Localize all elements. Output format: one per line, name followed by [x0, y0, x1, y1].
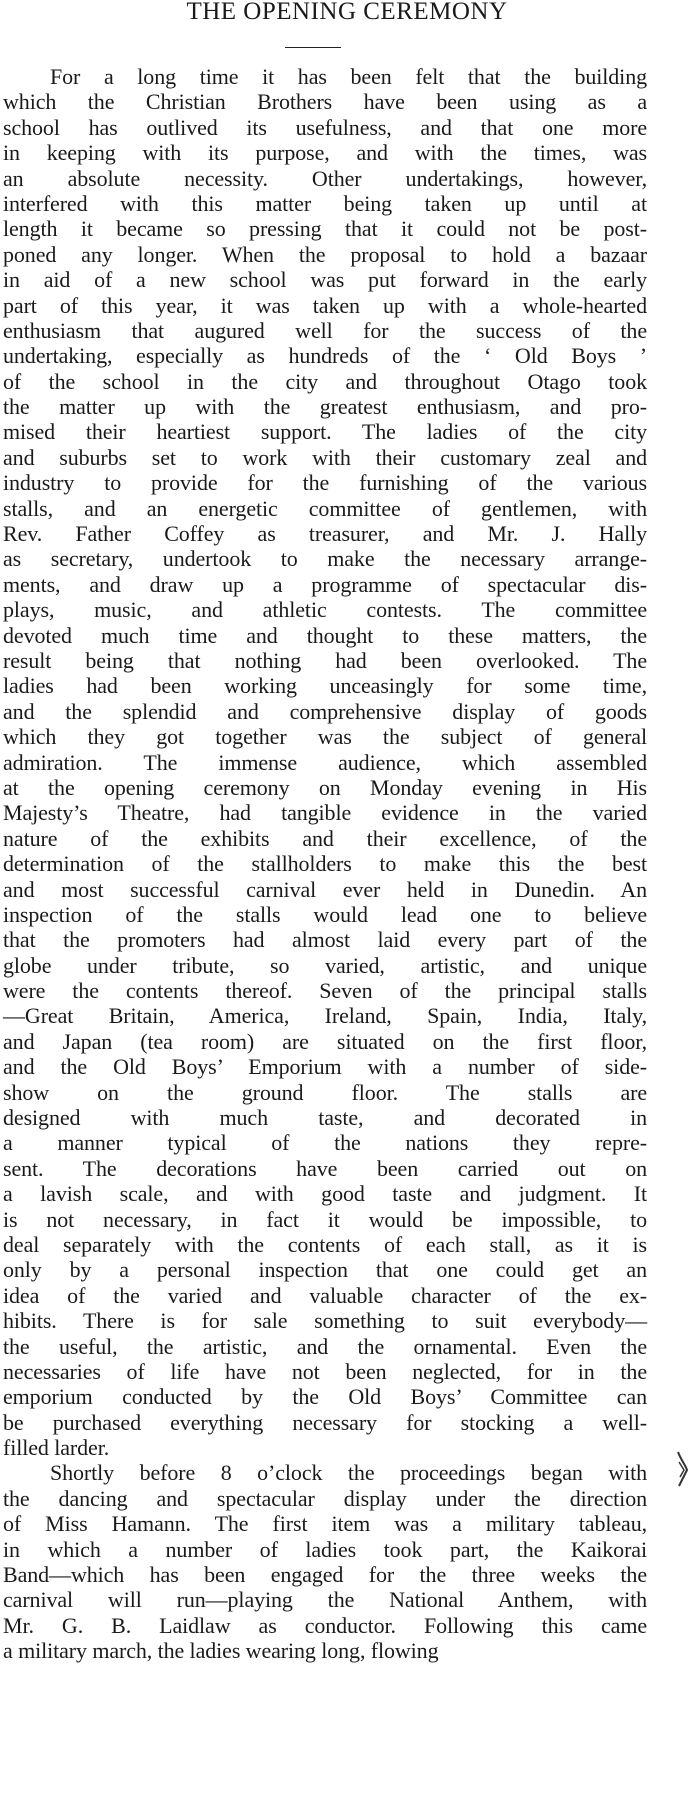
text-line: show on the ground floor. The stalls are — [3, 1079, 647, 1105]
text-line: globe under tribute, so varied, artistic, and unique — [3, 952, 647, 978]
text-line: ments, and draw up a programme of spectacular dis- — [3, 571, 647, 597]
text-line: Band—which has been engaged for the three weeks the — [3, 1562, 647, 1588]
text-line: and most successful carnival ever held in Dunedin. An — [3, 876, 647, 902]
text-line: be purchased everything necessary for stocking a well- — [3, 1409, 647, 1435]
text-line: devoted much time and thought to these matters, the — [3, 622, 647, 648]
text-line: in which a number of ladies took part, the Kaikorai — [3, 1536, 647, 1562]
margin-ink-mark — [675, 1450, 689, 1488]
text-line: hibits. There is for sale something to suit everybody— — [3, 1308, 647, 1334]
text-line: filled larder. — [3, 1435, 110, 1461]
text-line: For a long time it has been felt that the building — [50, 64, 647, 89]
text-line: —Great Britain, America, Ireland, Spain, India, Italy, — [3, 1003, 647, 1029]
article-title: THE OPENING CEREMONY — [186, 0, 508, 25]
text-line: a lavish scale, and with good taste and judgment. It — [3, 1181, 647, 1207]
text-line: which the Christian Brothers have been using as a — [3, 89, 647, 115]
text-line: poned any longer. When the proposal to hold a bazaar — [3, 241, 647, 267]
text-line: in aid of a new school was put forward in the early — [3, 267, 647, 293]
text-line: and the splendid and comprehensive display of goods — [3, 698, 647, 724]
text-line: a manner typical of the nations they repre- — [3, 1130, 647, 1156]
text-line: part of this year, it was taken up with a whole-hearted — [3, 292, 647, 318]
text-line: in keeping with its purpose, and with the times, was — [3, 140, 647, 166]
text-line: were the contents thereof. Seven of the principal stalls — [3, 978, 647, 1004]
paragraph-2 — [3, 1460, 647, 1663]
text-line: admiration. The immense audience, which assembled — [3, 749, 647, 775]
text-line: emporium conducted by the Old Boys’ Committee can — [3, 1384, 647, 1410]
paragraph-1 — [3, 64, 647, 1460]
text-line: of Miss Hamann. The first item was a military tableau, — [3, 1511, 647, 1537]
text-line: Majesty’s Theatre, had tangible evidence in the varied — [3, 800, 647, 826]
text-line: Rev. Father Coffey as treasurer, and Mr. J. Hally — [3, 521, 647, 547]
text-line: and Japan (tea room) are situated on the first floor, — [3, 1028, 647, 1054]
text-line: the dancing and spectacular display under the direction — [3, 1485, 647, 1511]
text-line: inspection of the stalls would lead one to believe — [3, 901, 647, 927]
text-line: mised their heartiest support. The ladies of the city — [3, 419, 647, 445]
text-line: Mr. G. B. Laidlaw as conductor. Following this came — [3, 1612, 647, 1638]
article-body — [3, 64, 647, 1664]
text-line: Shortly before 8 o’clock the proceedings began with — [50, 1460, 647, 1486]
text-line: at the opening ceremony on Monday evening in His — [3, 774, 647, 800]
text-line: and the Old Boys’ Emporium with a number of side- — [3, 1054, 647, 1080]
text-line: result being that nothing had been overlooked. The — [3, 647, 647, 673]
text-line: that the promoters had almost laid every part of the — [3, 927, 647, 953]
text-line: which they got together was the subject of general — [3, 724, 647, 750]
text-line: designed with much taste, and decorated in — [3, 1105, 647, 1131]
text-line: ladies had been working unceasingly for some time, — [3, 673, 647, 699]
text-line: of the school in the city and throughout Otago took — [3, 368, 647, 394]
text-line: sent. The decorations have been carried out on — [3, 1155, 647, 1181]
text-line: length it became so pressing that it could not be post- — [3, 216, 647, 242]
text-line: deal separately with the contents of each stall, as it is — [3, 1231, 647, 1257]
text-line: undertaking, especially as hundreds of the ‘ Old Boys ’ — [3, 343, 647, 369]
text-line: idea of the varied and valuable character of the ex- — [3, 1282, 647, 1308]
text-line: interfered with this matter being taken up until at — [3, 190, 647, 216]
text-line: is not necessary, in fact it would be impossible, to — [3, 1206, 647, 1232]
text-line: and suburbs set to work with their customary zeal and — [3, 444, 647, 470]
text-line: an absolute necessity. Other undertakings, however, — [3, 165, 647, 191]
text-line: the useful, the artistic, and the ornamental. Even the — [3, 1333, 647, 1359]
text-line: stalls, and an energetic committee of gentlemen, with — [3, 495, 647, 521]
title-rule — [285, 47, 341, 48]
text-line: a military march, the ladies wearing long, flowing — [3, 1638, 439, 1664]
text-line: industry to provide for the furnishing of the various — [3, 470, 647, 496]
text-line: plays, music, and athletic contests. The committee — [3, 597, 647, 623]
text-line: nature of the exhibits and their excellence, of the — [3, 825, 647, 851]
text-line: as secretary, undertook to make the necessary arrange- — [3, 546, 647, 572]
text-line: school has outlived its usefulness, and that one more — [3, 114, 647, 140]
text-line: determination of the stallholders to make this the best — [3, 851, 647, 877]
text-line: necessaries of life have not been neglected, for in the — [3, 1358, 647, 1384]
text-line: enthusiasm that augured well for the success of the — [3, 317, 647, 343]
text-line: only by a personal inspection that one could get an — [3, 1257, 647, 1283]
text-line: carnival will run—playing the National Anthem, with — [3, 1587, 647, 1613]
text-line: the matter up with the greatest enthusiasm, and pro- — [3, 394, 647, 420]
